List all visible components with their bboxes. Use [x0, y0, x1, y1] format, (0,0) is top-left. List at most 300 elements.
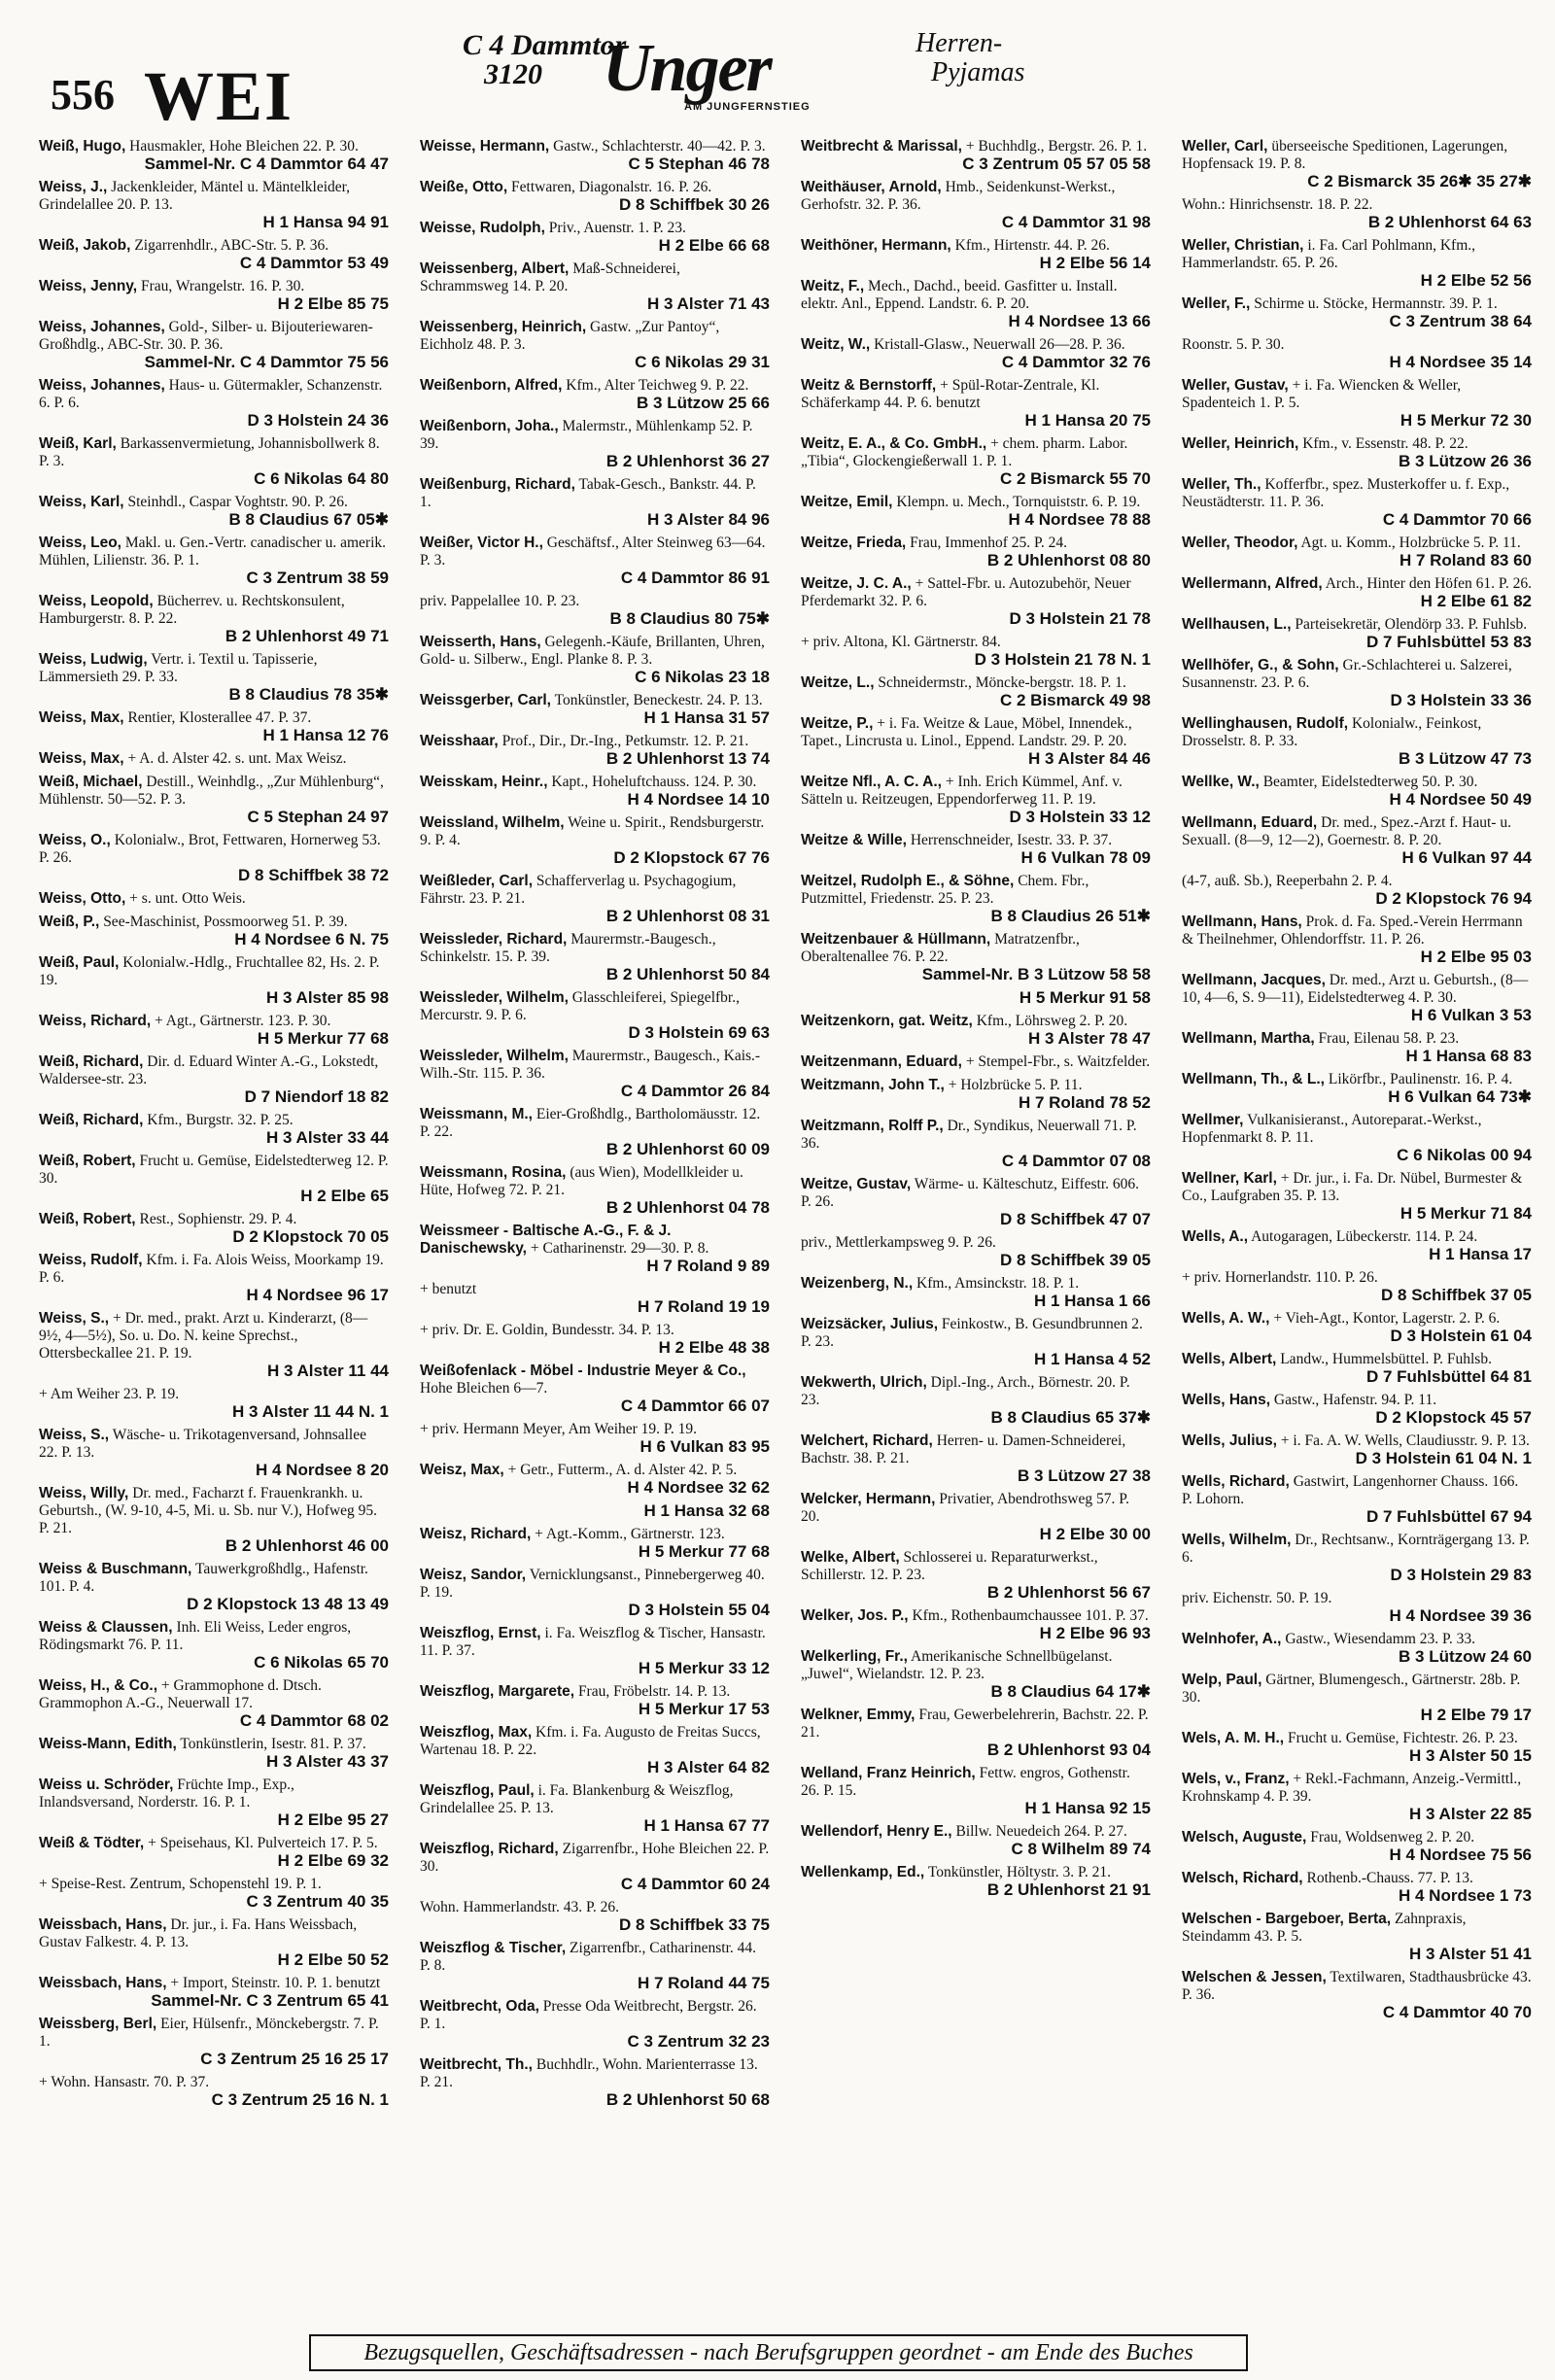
entry-phone: C 5 Stephan 24 97 [247, 808, 389, 826]
entry-description: Rothenb.-Chauss. 77. P. 13. [1306, 1870, 1473, 1886]
directory-entry [1182, 1870, 1532, 1905]
entry-description: i. Fa. Weiszflog & Tischer, Hansastr. 11. P. 37. [420, 1625, 766, 1659]
entry-description: Kfm., Hirtenstr. 44. P. 26. [954, 237, 1110, 254]
entry-name: Welkner, Emmy, [801, 1707, 916, 1723]
entry-phone: H 5 Merkur 33 12 [638, 1659, 770, 1677]
entry-name: Weisz, Max, [420, 1462, 504, 1478]
entry-description: Chem. Fbr., Putzmittel, Friedenstr. 25. P. 23. [801, 873, 1089, 907]
entry-phone: B 2 Uhlenhorst 21 91 [986, 1880, 1151, 1899]
directory-entry [39, 1736, 389, 1771]
entry-description: + Sattel-Fbr. u. Autozubehör, Neuer Pferdemarkt 32. P. 6. [801, 575, 1131, 609]
entry-description: Beamter, Eidelstedterweg 50. P. 30. [1262, 774, 1478, 790]
directory-entry [801, 336, 1151, 371]
entry-description: Herrenschneider, Isestr. 33. P. 37. [910, 832, 1113, 848]
entry-name: Wels, A. M. H., [1182, 1730, 1285, 1746]
entry-phone: C 2 Bismarck 55 70 [1000, 469, 1151, 488]
directory-entry [39, 1112, 389, 1147]
entry-phone: C 6 Nikolas 23 18 [635, 668, 770, 686]
entry-name: Weiss, Otto, [39, 890, 126, 907]
entry-name: Weiszflog, Paul, [420, 1782, 535, 1799]
entry-phone: H 5 Merkur 91 58 [1019, 988, 1151, 1007]
entry-description: + Agt., Gärtnerstr. 123. P. 30. [155, 1013, 331, 1029]
entry-phone: H 4 Nordsee 32 62 [627, 1478, 770, 1497]
directory-entry [1182, 1473, 1532, 1526]
entry-description: Feinkostw., B. Gesundbrunnen 2. P. 23. [801, 1316, 1143, 1350]
directory-entry [1182, 1829, 1532, 1864]
entry-name: Weiss, Johannes, [39, 377, 165, 394]
entry-name: Weiß, Paul, [39, 954, 120, 971]
entry-name: Wells, Wilhelm, [1182, 1532, 1292, 1548]
entry-name: Weissmann, Rosina, [420, 1164, 567, 1181]
entry-description: Kfm., Löhrsweg 2. P. 20. [976, 1013, 1128, 1029]
directory-entry [420, 1281, 770, 1316]
directory-entry [801, 715, 1151, 768]
entry-phone: B 8 Claudius 80 75✱ [609, 609, 770, 628]
entry-description: + Dr. med., prakt. Arzt u. Kinderarzt, (8—9½, 4—5½), So. u. Do. N. keine Sprechst., Ottersbeckallee 21. P. 19. [39, 1310, 368, 1362]
entry-description: Kfm. i. Fa. Augusto de Freitas Succs, Wartenau 18. P. 22. [420, 1724, 761, 1758]
entry-name: Weissberg, Berl, [39, 2016, 157, 2032]
entry-phone: C 4 Dammtor 86 91 [620, 569, 770, 587]
entry-phone: D 3 Holstein 55 04 [628, 1601, 770, 1619]
directory-entry [1182, 914, 1532, 966]
entry-name: Weitze, J. C. A., [801, 575, 912, 592]
entry-phone: D 8 Schiffbek 33 75 [619, 1915, 770, 1934]
directory-entry [1182, 1112, 1532, 1164]
entry-phone: C 6 Nikolas 64 80 [254, 469, 389, 488]
entry-description: See-Maschinist, Possmoorweg 51. P. 39. [103, 914, 348, 930]
entry-phone: H 4 Nordsee 13 66 [1008, 312, 1151, 330]
entry-phone: B 3 Lützow 47 73 [1399, 749, 1532, 768]
entry-name: Weisse, Rudolph, [420, 220, 545, 236]
entry-phone: B 2 Uhlenhorst 93 04 [986, 1741, 1151, 1759]
directory-entry [1182, 1071, 1532, 1106]
entry-name: Weiss, Richard, [39, 1013, 152, 1029]
entry-phone: D 8 Schiffbek 37 05 [1381, 1286, 1532, 1304]
entry-description: Kfm., Alter Teichweg 9. P. 22. [566, 377, 749, 394]
directory-entry [1182, 1911, 1532, 1963]
entry-phone: B 2 Uhlenhorst 08 80 [986, 551, 1151, 569]
ad-subtitle: AM JUNGFERNSTIEG [684, 101, 811, 113]
entry-description: Landw., Hummelsbüttel. P. Fuhlsb. [1280, 1351, 1492, 1367]
entry-phone: C 3 Zentrum 38 59 [246, 569, 389, 587]
entry-name: Wellermann, Alfred, [1182, 575, 1323, 592]
entry-description: i. Fa. Blankenburg & Weiszflog, Grindelallee 25. P. 13. [420, 1782, 734, 1816]
entry-description: Gelegenh.-Käufe, Brillanten, Uhren, Gold- u. Silberw., Engl. Planke 8. P. 3. [420, 634, 765, 668]
entry-phone: H 1 Hansa 17 [1429, 1245, 1532, 1263]
entry-description: + A. d. Alster 42. s. unt. Max Weisz. [127, 750, 347, 767]
entry-phone: C 4 Dammtor 31 98 [1001, 213, 1151, 231]
directory-entry [39, 1619, 389, 1672]
entry-phone: D 7 Fuhlsbüttel 64 81 [1365, 1367, 1532, 1386]
entry-name: Weitz, W., [801, 336, 871, 353]
directory-entry [39, 774, 389, 826]
entry-name: Welland, Franz Heinrich, [801, 1765, 976, 1781]
directory-entry [801, 1374, 1151, 1427]
entry-description: + benutzt [420, 1281, 477, 1297]
entry-description: Kfm. i. Fa. Alois Weiss, Moorkamp 19. P. 6. [39, 1252, 384, 1286]
entry-phone: B 3 Lützow 26 36 [1399, 452, 1532, 470]
column-1 [39, 138, 389, 2325]
directory-entry [420, 733, 770, 768]
entry-description: Kfm., Rothenbaumchaussee 101. P. 37. [912, 1607, 1149, 1624]
entry-phone: H 1 Hansa 67 77 [643, 1816, 770, 1835]
directory-entry [420, 1899, 770, 1934]
entry-phone: H 2 Elbe 66 68 [658, 236, 770, 255]
directory-entry [801, 832, 1151, 867]
entry-description: Maurermstr., Baugesch., Kais.-Wilh.-Str. 115. P. 36. [420, 1048, 761, 1082]
entry-name: Weitze, P., [801, 715, 874, 732]
entry-phone: C 8 Wilhelm 89 74 [1011, 1840, 1151, 1858]
entry-description: Kofferfbr., spez. Musterkoffer u. f. Exp., Neustädterstr. 11. P. 36. [1182, 476, 1510, 510]
entry-phone: B 8 Claudius 26 51✱ [990, 907, 1151, 925]
directory-entry [1182, 1228, 1532, 1263]
directory-entry [1182, 1730, 1532, 1765]
entry-phone: C 6 Nikolas 29 31 [635, 353, 770, 371]
directory-entry [420, 1106, 770, 1158]
entry-phone: H 2 Elbe 95 27 [277, 1811, 389, 1829]
entry-description: Tonkünstler, Höltystr. 3. P. 21. [927, 1864, 1111, 1880]
directory-entry [801, 377, 1151, 430]
entry-phone: Sammel-Nr. B 3 Lützow 58 58 [921, 965, 1151, 983]
entry-phone: H 3 Alster 33 44 [266, 1128, 389, 1147]
entry-phone: H 2 Elbe 95 03 [1420, 948, 1532, 966]
entry-phone: C 2 Bismarck 35 26✱ 35 27✱ [1307, 172, 1532, 190]
entry-name: Weißenborn, Alfred, [420, 377, 563, 394]
directory-entry [1182, 575, 1532, 610]
entry-name: Weisz, Sandor, [420, 1567, 527, 1583]
entry-description: Herren- u. Damen-Schneiderei, Bachstr. 38. P. 21. [801, 1432, 1126, 1466]
entry-name: Wellhöfer, G., & Sohn, [1182, 657, 1339, 673]
entry-name: Weitbrecht & Marissal, [801, 138, 962, 155]
entry-name: Weisse, Hermann, [420, 138, 550, 155]
entry-name: Weiss, Karl, [39, 494, 124, 510]
entry-phone: C 4 Dammtor 66 07 [620, 1397, 770, 1415]
entry-phone: H 3 Alster 43 37 [266, 1752, 389, 1771]
directory-entry [39, 651, 389, 704]
entry-phone: H 2 Elbe 50 52 [277, 1950, 389, 1969]
entry-name: Weiß, Karl, [39, 435, 117, 452]
entry-name: Weiss, J., [39, 179, 108, 195]
entry-name: Weitze, Gustav, [801, 1176, 912, 1192]
entry-description: Bücherrev. u. Rechtskonsulent, Hamburgerstr. 8. P. 22. [39, 593, 345, 627]
directory-entry [420, 138, 770, 173]
entry-name: Weissgerber, Carl, [420, 692, 551, 708]
entry-name: Weiss, S., [39, 1310, 110, 1327]
entry-phone: H 5 Merkur 77 68 [638, 1542, 770, 1561]
entry-description: Schirme u. Stöcke, Hermannstr. 39. P. 1. [1254, 295, 1498, 312]
entry-description: priv. Pappelallee 10. P. 23. [420, 593, 580, 609]
entry-name: Weiszflog & Tischer, [420, 1940, 567, 1956]
entry-phone: H 2 Elbe 52 56 [1420, 271, 1532, 290]
directory-entry [420, 989, 770, 1042]
directory-entry [39, 2074, 389, 2109]
entry-phone: C 3 Zentrum 38 64 [1389, 312, 1532, 330]
entry-name: Wells, A. W., [1182, 1310, 1270, 1327]
entry-description: Mech., Dachd., beeid. Gasfitter u. Install. elektr. Anl., Eppend. Landstr. 6. P. 20. [801, 278, 1118, 312]
entry-description: Privatier, Abendrothsweg 57. P. 20. [801, 1491, 1129, 1525]
entry-name: Wellmann, Martha, [1182, 1030, 1315, 1047]
entry-description: Frau, Wrangelstr. 16. P. 30. [140, 278, 305, 294]
directory-entry [801, 494, 1151, 529]
entry-phone: H 3 Alster 50 15 [1409, 1746, 1532, 1765]
directory-entry [39, 832, 389, 884]
entry-description: Kfm., Amsinckstr. 18. P. 1. [916, 1275, 1080, 1292]
entry-description: Arch., Hinter den Höfen 61. P. 26. [1325, 575, 1532, 592]
entry-name: Weißleder, Carl, [420, 873, 534, 889]
directory-entry [1182, 336, 1532, 371]
directory-entry [39, 319, 389, 371]
entry-description: Gastw. „Zur Pantoy“, Eichholz 48. P. 3. [420, 319, 720, 353]
entry-description: Kapt., Hoheluftchauss. 124. P. 30. [551, 774, 757, 790]
entry-description: Eier, Hülsenfr., Mönckebergstr. 7. P. 1. [39, 2016, 379, 2050]
entry-name: Weissleder, Wilhelm, [420, 1048, 569, 1064]
entry-description: Prof., Dir., Dr.-Ing., Petkumstr. 12. P. 21. [501, 733, 749, 749]
entry-phone: H 6 Vulkan 97 44 [1401, 848, 1532, 867]
page-header [0, 0, 1555, 136]
directory-entry [420, 1462, 770, 1497]
directory-entry [39, 179, 389, 231]
directory-entry [39, 237, 389, 272]
entry-name: Weiß, P., [39, 914, 100, 930]
entry-phone: Sammel-Nr. C 3 Zentrum 65 41 [151, 1991, 389, 2010]
entry-phone: H 1 Hansa 1 66 [1033, 1292, 1151, 1310]
entry-description: Dr. med., Arzt u. Geburtsh., (8—10, 4—6, S. 9—11), Eidelstedterweg 4. P. 30. [1182, 972, 1529, 1006]
entry-name: Wellenkamp, Ed., [801, 1864, 925, 1880]
entry-phone: B 2 Uhlenhorst 50 68 [605, 2090, 770, 2109]
directory-entry [1182, 1269, 1532, 1304]
entry-phone: H 2 Elbe 56 14 [1039, 254, 1151, 272]
entry-name: Weiss, Leo, [39, 535, 121, 551]
entry-description: Parteisekretär, Olendörp 33. P. Fuhlsb. [1295, 616, 1528, 633]
directory-entry [1182, 1170, 1532, 1223]
entry-name: Weiss, Max, [39, 750, 124, 767]
directory-entry [1182, 1672, 1532, 1724]
directory-entry [801, 1432, 1151, 1485]
entry-phone: D 7 Fuhlsbüttel 53 83 [1365, 633, 1532, 651]
entry-name: Welchert, Richard, [801, 1432, 933, 1449]
entry-description: Prok. d. Fa. Sped.-Verein Herrmann & Theilnehmer, Ohlendorffstr. 11. P. 26. [1182, 914, 1523, 948]
entry-name: Wells, Albert, [1182, 1351, 1277, 1367]
entry-name: Weissleder, Wilhelm, [420, 989, 569, 1006]
directory-entry [801, 1864, 1151, 1899]
entry-name: Weissbach, Hans, [39, 1916, 167, 1933]
directory-entry [801, 931, 1151, 983]
directory-entry [420, 319, 770, 371]
directory-entry [420, 2056, 770, 2109]
entry-name: Wellmann, Hans, [1182, 914, 1302, 930]
ad-slogan-line-2: Pyjamas [931, 57, 1025, 87]
directory-entry [39, 138, 389, 173]
entry-name: Weiße, Otto, [420, 179, 508, 195]
entry-name: Weiss, O., [39, 832, 111, 848]
entry-description: Klempn. u. Mech., Tornquiststr. 6. P. 19. [896, 494, 1141, 510]
entry-description: Weine u. Spirit., Rendsburgerstr. 9. P. 4. [420, 814, 765, 848]
entry-description: Zahnpraxis, Steindamm 43. P. 5. [1182, 1911, 1467, 1945]
directory-entry [39, 1153, 389, 1205]
entry-name: Weisserth, Hans, [420, 634, 541, 650]
directory-entry [801, 1013, 1151, 1048]
entry-phone: C 6 Nikolas 00 94 [1397, 1146, 1532, 1164]
entry-phone: H 6 Vulkan 78 09 [1020, 848, 1151, 867]
entry-phone: C 6 Nikolas 65 70 [254, 1653, 389, 1672]
entry-name: Wellner, Karl, [1182, 1170, 1277, 1187]
entry-name: Wellinghausen, Rudolf, [1182, 715, 1349, 732]
entry-description: Tabak-Gesch., Bankstr. 44. P. 1. [420, 476, 756, 510]
entry-name: Weissmeer - Baltische A.-G., F. & J. Danischewsky, [420, 1223, 672, 1257]
entry-name: Wells, Richard, [1182, 1473, 1290, 1490]
directory-entry [801, 278, 1151, 330]
entry-name: Weitzenmann, Eduard, [801, 1053, 962, 1070]
entry-name: Weitze Nfl., A. C. A., [801, 774, 942, 790]
directory-entry [1182, 814, 1532, 867]
entry-description: + Spül-Rotar-Zentrale, Kl. Schäferkamp 44. P. 6. benutzt [801, 377, 1100, 411]
directory-entry [1182, 1590, 1532, 1625]
directory-entry [420, 1164, 770, 1217]
entry-phone: B 2 Uhlenhorst 64 63 [1367, 213, 1532, 231]
entry-description: + Stempel-Fbr., s. Waitzfelder. [965, 1053, 1151, 1070]
directory-entry [1182, 1969, 1532, 2021]
entry-phone: H 3 Alster 85 98 [266, 988, 389, 1007]
directory-entry [39, 1916, 389, 1969]
entry-name: Wellmann, Jacques, [1182, 972, 1326, 988]
entry-phone: H 1 Hansa 94 91 [262, 213, 389, 231]
entry-phone: H 7 Roland 78 52 [1018, 1093, 1151, 1112]
entry-description: Amerikanische Schnellbügelanst. „Juwel“, Wielandstr. 12. P. 23. [801, 1648, 1113, 1682]
entry-phone: H 3 Alster 11 44 [266, 1362, 389, 1380]
entry-phone: H 1 Hansa 92 15 [1024, 1799, 1151, 1817]
entry-phone: B 8 Claudius 65 37✱ [990, 1408, 1151, 1427]
entry-name: Welkerling, Fr., [801, 1648, 908, 1665]
entry-phone: B 2 Uhlenhorst 08 31 [605, 907, 770, 925]
entry-phone: H 2 Elbe 85 75 [277, 294, 389, 313]
entry-phone: D 8 Schiffbek 38 72 [238, 866, 389, 884]
entry-phone: H 4 Nordsee 8 20 [255, 1461, 389, 1479]
entry-phone: C 4 Dammtor 60 24 [620, 1875, 770, 1893]
entry-description: Gr.-Schlachterei u. Salzerei, Susannenstr. 23. P. 6. [1182, 657, 1512, 691]
entry-name: Weiß, Michael, [39, 774, 143, 790]
directory-entry [420, 535, 770, 587]
entry-phone: H 3 Alster 22 85 [1409, 1805, 1532, 1823]
directory-entry [801, 1316, 1151, 1368]
entry-phone: B 2 Uhlenhorst 46 00 [225, 1536, 389, 1555]
entry-name: Wekwerth, Ulrich, [801, 1374, 927, 1391]
entry-name: Welsch, Auguste, [1182, 1829, 1307, 1845]
entry-name: Weitzmann, John T., [801, 1077, 945, 1093]
directory-entry [1182, 1432, 1532, 1467]
entry-phone: H 2 Elbe 61 82 [1420, 592, 1532, 610]
entry-description: Frucht u. Gemüse, Fichtestr. 26. P. 23. [1287, 1730, 1518, 1746]
entry-name: Weiss & Claussen, [39, 1619, 173, 1636]
entry-name: Weller, Carl, [1182, 138, 1268, 155]
entry-description: i. Fa. Carl Pohlmann, Kfm., Hammerlandstr. 65. P. 26. [1182, 237, 1476, 271]
entry-description: Gastw., Hafenstr. 94. P. 11. [1273, 1392, 1437, 1408]
entry-description: Zigarrenfbr., Hohe Bleichen 22. P. 30. [420, 1841, 770, 1875]
directory-entry [801, 1234, 1151, 1269]
entry-phone: D 3 Holstein 61 04 N. 1 [1355, 1449, 1532, 1467]
entry-name: Weitze, Frieda, [801, 535, 907, 551]
entry-name: Wells, Hans, [1182, 1392, 1271, 1408]
entry-phone: D 2 Klopstock 67 76 [613, 848, 770, 867]
entry-description: Geschäftsf., Alter Steinweg 63—64. P. 3. [420, 535, 766, 569]
directory-entry [39, 1252, 389, 1304]
entry-description: + Dr. jur., i. Fa. Dr. Nübel, Burmester & Co., Laufgraben 35. P. 13. [1182, 1170, 1523, 1204]
directory-entry [420, 873, 770, 925]
entry-description: Jackenkleider, Mäntel u. Mäntelkleider, Grindelallee 20. P. 13. [39, 179, 351, 213]
entry-name: Weiss, Rudolf, [39, 1252, 143, 1268]
entry-phone: C 2 Bismarck 49 98 [1000, 691, 1151, 709]
entry-phone: B 2 Uhlenhorst 56 67 [986, 1583, 1151, 1602]
entry-phone: B 3 Lützow 25 66 [637, 394, 770, 412]
directory-entry [420, 1724, 770, 1776]
entry-phone: D 3 Holstein 29 83 [1390, 1566, 1532, 1584]
entry-description: Hmb., Seidenkunst-Werkst., Gerhofstr. 32. P. 36. [801, 179, 1116, 213]
entry-description: Malermstr., Mühlenkamp 52. P. 39. [420, 418, 753, 452]
directory-entry [39, 2016, 389, 2068]
entry-phone: H 2 Elbe 65 [300, 1187, 389, 1205]
entry-name: Wels, v., Franz, [1182, 1771, 1290, 1787]
directory-entry [1182, 237, 1532, 290]
directory-entry [801, 1077, 1151, 1112]
entry-name: Weissmann, M., [420, 1106, 533, 1122]
entry-phone: H 7 Roland 44 75 [637, 1974, 770, 1992]
entry-phone: H 1 Hansa 20 75 [1024, 411, 1151, 430]
entry-description: Glasschleiferei, Spiegelfbr., Mercurstr. 9. P. 6. [420, 989, 740, 1023]
entry-phone: D 3 Holstein 61 04 [1390, 1327, 1532, 1345]
entry-description: Kolonialw., Feinkost, Drosselstr. 8. P. 33. [1182, 715, 1482, 749]
entry-name: Weiszflog, Richard, [420, 1841, 559, 1857]
directory-entry [1182, 715, 1532, 768]
directory-entry [39, 1485, 389, 1555]
entry-description: + priv. Hornerlandstr. 110. P. 26. [1182, 1269, 1378, 1286]
entry-name: Weitz, E. A., & Co. GmbH., [801, 435, 987, 452]
entry-description: + Grammophone d. Dtsch. Grammophon A.-G., Neuerwall 17. [39, 1677, 322, 1711]
entry-phone: D 7 Niendorf 18 82 [244, 1087, 389, 1106]
directory-entry [1182, 657, 1532, 709]
directory-entry [1182, 1532, 1532, 1584]
entry-description: Gold-, Silber- u. Bijouteriewaren-Großhdlg., ABC-Str. 30. P. 36. [39, 319, 373, 353]
entry-description: priv., Mettlerkampsweg 9. P. 26. [801, 1234, 996, 1251]
entry-description: Dr. med., Spez.-Arzt f. Haut- u. Sexuall. (8—9, 12—2), Goernestr. 8. P. 20. [1182, 814, 1511, 848]
entry-phone: H 2 Elbe 96 93 [1039, 1624, 1151, 1642]
ad-slogan-line-1: Herren- [916, 28, 1003, 58]
entry-name: Weller, Theodor, [1182, 535, 1298, 551]
directory-entry [420, 220, 770, 255]
entry-phone: D 3 Holstein 33 36 [1390, 691, 1532, 709]
entry-name: Weiß, Richard, [39, 1112, 144, 1128]
entry-phone: H 1 Hansa 31 57 [643, 708, 770, 727]
entry-description: Eier-Großhdlg., Bartholomäusstr. 12. P. 22. [420, 1106, 761, 1140]
directory-entry [39, 890, 389, 908]
entry-phone: H 5 Merkur 71 84 [1400, 1204, 1532, 1223]
entry-phone: C 3 Zentrum 05 57 05 58 [962, 155, 1151, 173]
entry-description: Makl. u. Gen.-Vertr. canadischer u. amerik. Mühlen, Lilienstr. 36. P. 1. [39, 535, 387, 569]
directory-entry [801, 873, 1151, 925]
directory-entry [39, 1677, 389, 1730]
entry-phone: H 1 Hansa 12 76 [262, 726, 389, 744]
entry-name: Weiß & Tödter, [39, 1835, 145, 1851]
directory-entry [39, 1427, 389, 1479]
entry-name: Weiß, Robert, [39, 1211, 136, 1227]
entry-description: überseeische Speditionen, Lagerungen, Hopfensack 19. P. 8. [1182, 138, 1508, 172]
directory-entry [39, 278, 389, 313]
directory-entry [1182, 774, 1532, 809]
entry-description: Dr. jur., i. Fa. Hans Weissbach, Gustav Falkestr. 4. P. 13. [39, 1916, 358, 1950]
entry-description: Frau, Fröbelstr. 14. P. 13. [577, 1683, 731, 1700]
entry-phone: D 2 Klopstock 45 57 [1375, 1408, 1532, 1427]
entry-description: Tauwerkgroßhdlg., Hafenstr. 101. P. 4. [39, 1561, 368, 1595]
entry-description: Steinhdl., Caspar Voghtstr. 90. P. 26. [127, 494, 348, 510]
directory-entry [420, 1782, 770, 1835]
